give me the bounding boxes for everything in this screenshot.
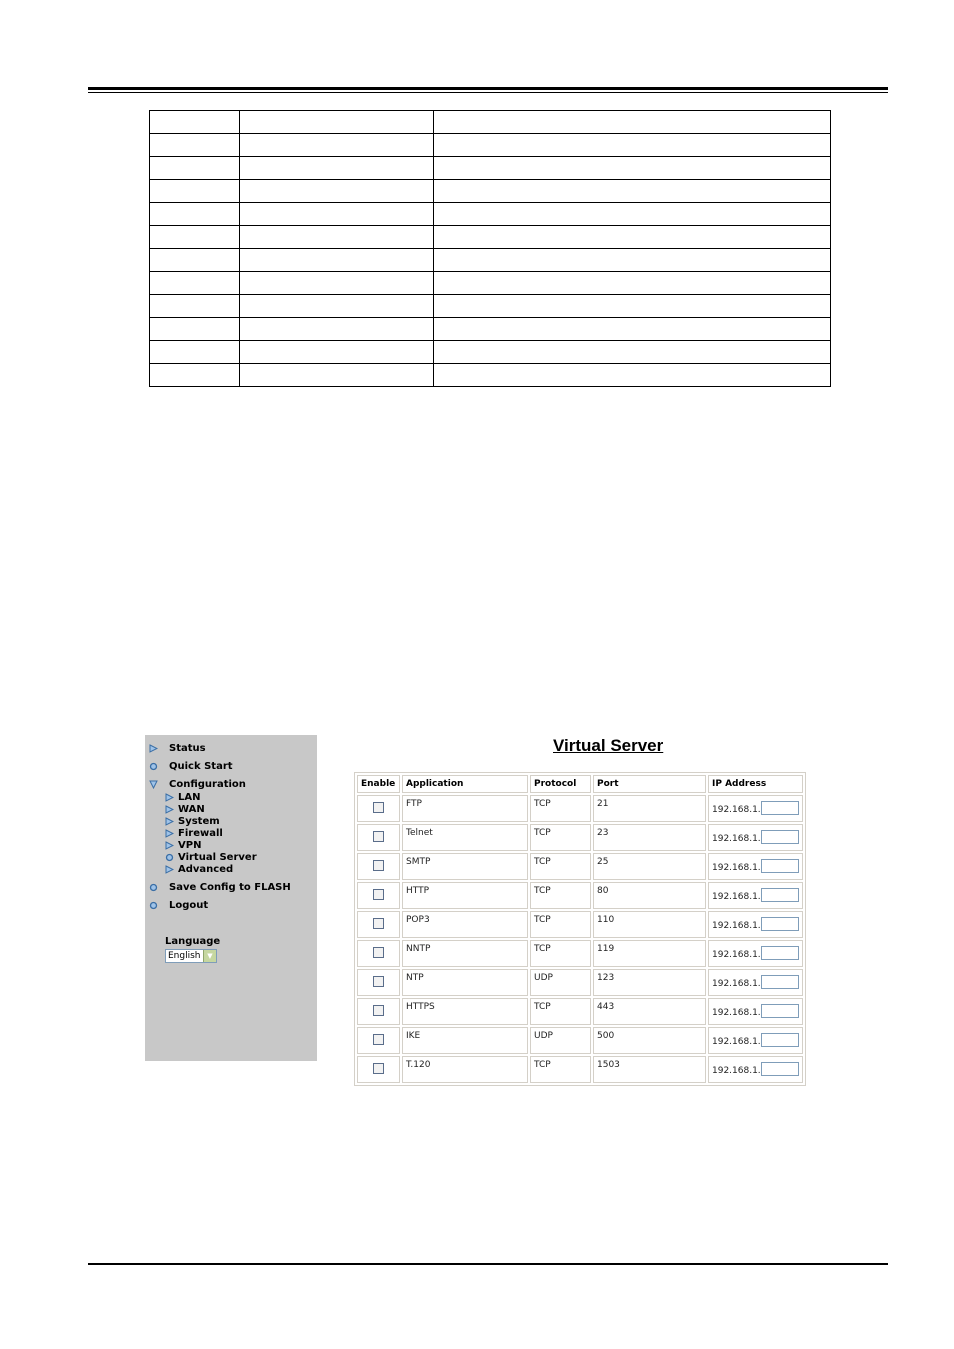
enable-checkbox[interactable] bbox=[373, 860, 384, 871]
enable-cell bbox=[357, 882, 400, 909]
table-row bbox=[357, 911, 803, 938]
ip-last-octet-input[interactable] bbox=[761, 975, 799, 989]
ip-address-cell bbox=[708, 824, 803, 851]
triangle-right-icon bbox=[165, 805, 174, 814]
table-row bbox=[357, 853, 803, 880]
sidebar-item-label: Save Config to FLASH bbox=[169, 882, 291, 893]
protocol-cell: TCP bbox=[530, 998, 591, 1025]
ip-last-octet-input[interactable] bbox=[761, 946, 799, 960]
doc-table-cell bbox=[434, 180, 831, 203]
application-cell: NNTP bbox=[402, 940, 528, 967]
port-cell: 110 bbox=[593, 911, 706, 938]
header-application: Application bbox=[402, 775, 528, 793]
ip-prefix: 192.168.1. bbox=[712, 892, 761, 902]
circle-bullet-icon bbox=[149, 901, 158, 910]
application-cell: IKE bbox=[402, 1027, 528, 1054]
language-select[interactable] bbox=[165, 949, 217, 963]
enable-cell bbox=[357, 911, 400, 938]
sidebar-item-label: Firewall bbox=[178, 828, 223, 839]
sidebar-item-status[interactable] bbox=[149, 743, 206, 754]
doc-table-cell bbox=[150, 295, 240, 318]
ip-last-octet-input[interactable] bbox=[761, 888, 799, 902]
header-port: Port bbox=[593, 775, 706, 793]
doc-table-cell bbox=[150, 203, 240, 226]
table-row bbox=[357, 1027, 803, 1054]
doc-table-row bbox=[150, 272, 831, 295]
ip-address-cell bbox=[708, 998, 803, 1025]
table-row bbox=[357, 969, 803, 996]
circle-bullet-icon bbox=[165, 853, 174, 862]
sidebar-item-wan[interactable] bbox=[165, 804, 205, 815]
sidebar-item-configuration[interactable] bbox=[149, 779, 246, 790]
doc-table-cell bbox=[240, 318, 434, 341]
sidebar-item-save-config-to-flash[interactable] bbox=[149, 882, 291, 893]
port-cell: 1503 bbox=[593, 1056, 706, 1083]
doc-table-cell bbox=[240, 295, 434, 318]
doc-table-row bbox=[150, 364, 831, 387]
sidebar-item-label: VPN bbox=[178, 840, 202, 851]
table-row bbox=[357, 824, 803, 851]
enable-checkbox[interactable] bbox=[373, 1005, 384, 1016]
protocol-cell: TCP bbox=[530, 882, 591, 909]
doc-table-cell bbox=[150, 180, 240, 203]
doc-table-row bbox=[150, 226, 831, 249]
ip-last-octet-input[interactable] bbox=[761, 917, 799, 931]
enable-cell bbox=[357, 853, 400, 880]
doc-table-cell bbox=[150, 157, 240, 180]
ip-last-octet-input[interactable] bbox=[761, 830, 799, 844]
sidebar-item-firewall[interactable] bbox=[165, 828, 223, 839]
header-rule bbox=[88, 87, 888, 90]
protocol-cell: UDP bbox=[530, 969, 591, 996]
doc-table-cell bbox=[434, 249, 831, 272]
application-cell: NTP bbox=[402, 969, 528, 996]
ip-prefix: 192.168.1. bbox=[712, 1008, 761, 1018]
sidebar-item-label: LAN bbox=[178, 792, 201, 803]
table-row bbox=[357, 998, 803, 1025]
doc-table-cell bbox=[434, 203, 831, 226]
enable-checkbox[interactable] bbox=[373, 976, 384, 987]
sidebar-item-label: Status bbox=[169, 743, 206, 754]
sidebar-item-lan[interactable] bbox=[165, 792, 200, 803]
enable-checkbox[interactable] bbox=[373, 831, 384, 842]
ip-prefix: 192.168.1. bbox=[712, 834, 761, 844]
doc-table-cell bbox=[150, 249, 240, 272]
ip-prefix: 192.168.1. bbox=[712, 950, 761, 960]
application-cell: SMTP bbox=[402, 853, 528, 880]
enable-cell bbox=[357, 940, 400, 967]
header-enable: Enable bbox=[357, 775, 400, 793]
table-row bbox=[357, 882, 803, 909]
ip-last-octet-input[interactable] bbox=[761, 1004, 799, 1018]
sidebar-item-label: Configuration bbox=[169, 779, 246, 790]
sidebar-item-label: Logout bbox=[169, 900, 209, 911]
table-header-row bbox=[357, 775, 803, 793]
sidebar-item-label: Quick Start bbox=[169, 761, 233, 772]
doc-table-cell bbox=[240, 226, 434, 249]
port-cell: 119 bbox=[593, 940, 706, 967]
application-cell: FTP bbox=[402, 795, 528, 822]
triangle-right-icon bbox=[149, 744, 158, 753]
doc-table-cell bbox=[434, 272, 831, 295]
triangle-right-icon bbox=[165, 793, 174, 802]
doc-table-cell bbox=[240, 341, 434, 364]
port-cell: 25 bbox=[593, 853, 706, 880]
port-cell: 80 bbox=[593, 882, 706, 909]
sidebar-item-label: Advanced bbox=[178, 864, 234, 875]
empty-document-table bbox=[149, 110, 831, 387]
doc-table-cell bbox=[240, 134, 434, 157]
ip-last-octet-input[interactable] bbox=[761, 859, 799, 873]
ip-last-octet-input[interactable] bbox=[761, 1062, 799, 1076]
table-row bbox=[357, 1056, 803, 1083]
doc-table-cell bbox=[434, 318, 831, 341]
port-cell: 500 bbox=[593, 1027, 706, 1054]
enable-cell bbox=[357, 1056, 400, 1083]
doc-table-row bbox=[150, 111, 831, 134]
doc-table-row bbox=[150, 180, 831, 203]
header-rule-thin bbox=[88, 92, 888, 93]
language-value: English bbox=[168, 951, 201, 961]
doc-table-cell bbox=[434, 226, 831, 249]
doc-table-row bbox=[150, 157, 831, 180]
sidebar-item-system[interactable] bbox=[165, 816, 220, 827]
enable-checkbox[interactable] bbox=[373, 918, 384, 929]
doc-table-cell bbox=[240, 157, 434, 180]
triangle-right-icon bbox=[165, 841, 174, 850]
doc-table-cell bbox=[434, 157, 831, 180]
application-cell: T.120 bbox=[402, 1056, 528, 1083]
protocol-cell: TCP bbox=[530, 1056, 591, 1083]
enable-cell bbox=[357, 824, 400, 851]
application-cell: HTTP bbox=[402, 882, 528, 909]
doc-table-row bbox=[150, 341, 831, 364]
header-protocol: Protocol bbox=[530, 775, 591, 793]
doc-table-cell bbox=[240, 180, 434, 203]
doc-table-cell bbox=[150, 318, 240, 341]
doc-table-cell bbox=[240, 364, 434, 387]
page-title: Virtual Server bbox=[553, 736, 664, 755]
protocol-cell: TCP bbox=[530, 824, 591, 851]
sidebar-item-advanced[interactable] bbox=[165, 864, 233, 875]
doc-table-cell bbox=[240, 249, 434, 272]
header-ip-address: IP Address bbox=[708, 775, 803, 793]
doc-table-cell bbox=[240, 203, 434, 226]
doc-table-cell bbox=[240, 272, 434, 295]
ip-address-cell bbox=[708, 969, 803, 996]
ip-prefix: 192.168.1. bbox=[712, 921, 761, 931]
table-row bbox=[357, 940, 803, 967]
enable-cell bbox=[357, 969, 400, 996]
application-cell: HTTPS bbox=[402, 998, 528, 1025]
ip-address-cell bbox=[708, 853, 803, 880]
doc-table-row bbox=[150, 318, 831, 341]
doc-table-cell bbox=[434, 341, 831, 364]
enable-checkbox[interactable] bbox=[373, 1034, 384, 1045]
enable-checkbox[interactable] bbox=[373, 802, 384, 813]
triangle-right-icon bbox=[165, 829, 174, 838]
doc-table-cell bbox=[150, 134, 240, 157]
doc-table-row bbox=[150, 249, 831, 272]
virtual-server-table bbox=[354, 772, 806, 1086]
enable-checkbox[interactable] bbox=[373, 947, 384, 958]
enable-cell bbox=[357, 1027, 400, 1054]
port-cell: 23 bbox=[593, 824, 706, 851]
protocol-cell: TCP bbox=[530, 911, 591, 938]
circle-bullet-icon bbox=[149, 883, 158, 892]
doc-table-cell bbox=[434, 111, 831, 134]
port-cell: 123 bbox=[593, 969, 706, 996]
enable-cell bbox=[357, 795, 400, 822]
ip-address-cell bbox=[708, 1056, 803, 1083]
triangle-down-icon bbox=[149, 780, 158, 789]
port-cell: 21 bbox=[593, 795, 706, 822]
doc-table-row bbox=[150, 203, 831, 226]
chevron-down-icon[interactable]: ▼ bbox=[203, 950, 216, 962]
ip-last-octet-input[interactable] bbox=[761, 801, 799, 815]
doc-table-cell bbox=[434, 134, 831, 157]
enable-cell bbox=[357, 998, 400, 1025]
ip-prefix: 192.168.1. bbox=[712, 863, 761, 873]
sidebar-item-logout[interactable] bbox=[149, 900, 208, 911]
ip-prefix: 192.168.1. bbox=[712, 979, 761, 989]
doc-table-cell bbox=[150, 111, 240, 134]
sidebar-item-label: WAN bbox=[178, 804, 205, 815]
doc-table-row bbox=[150, 295, 831, 318]
circle-bullet-icon bbox=[149, 762, 158, 771]
sidebar-item-virtual-server[interactable] bbox=[165, 852, 257, 863]
doc-table-cell bbox=[150, 341, 240, 364]
ip-prefix: 192.168.1. bbox=[712, 1037, 761, 1047]
doc-table-cell bbox=[150, 272, 240, 295]
table-row bbox=[357, 795, 803, 822]
protocol-cell: UDP bbox=[530, 1027, 591, 1054]
language-label: Language bbox=[165, 936, 221, 947]
protocol-cell: TCP bbox=[530, 940, 591, 967]
sidebar-item-quick-start[interactable] bbox=[149, 761, 233, 772]
sidebar-item-label: System bbox=[178, 816, 220, 827]
sidebar bbox=[145, 735, 317, 1061]
ip-prefix: 192.168.1. bbox=[712, 1066, 761, 1076]
application-cell: POP3 bbox=[402, 911, 528, 938]
protocol-cell: TCP bbox=[530, 795, 591, 822]
ip-address-cell bbox=[708, 940, 803, 967]
port-cell: 443 bbox=[593, 998, 706, 1025]
doc-table-cell bbox=[240, 111, 434, 134]
ip-address-cell bbox=[708, 882, 803, 909]
ip-address-cell bbox=[708, 911, 803, 938]
footer-rule bbox=[88, 1263, 888, 1265]
ip-address-cell bbox=[708, 1027, 803, 1054]
triangle-right-icon bbox=[165, 865, 174, 874]
doc-table-cell bbox=[434, 364, 831, 387]
enable-checkbox[interactable] bbox=[373, 1063, 384, 1074]
enable-checkbox[interactable] bbox=[373, 889, 384, 900]
sidebar-item-label: Virtual Server bbox=[178, 852, 257, 863]
ip-last-octet-input[interactable] bbox=[761, 1033, 799, 1047]
doc-table-row bbox=[150, 134, 831, 157]
sidebar-item-vpn[interactable] bbox=[165, 840, 201, 851]
ip-prefix: 192.168.1. bbox=[712, 805, 761, 815]
ip-address-cell bbox=[708, 795, 803, 822]
application-cell: Telnet bbox=[402, 824, 528, 851]
protocol-cell: TCP bbox=[530, 853, 591, 880]
doc-table-cell bbox=[150, 364, 240, 387]
doc-table-cell bbox=[150, 226, 240, 249]
triangle-right-icon bbox=[165, 817, 174, 826]
doc-table-cell bbox=[434, 295, 831, 318]
